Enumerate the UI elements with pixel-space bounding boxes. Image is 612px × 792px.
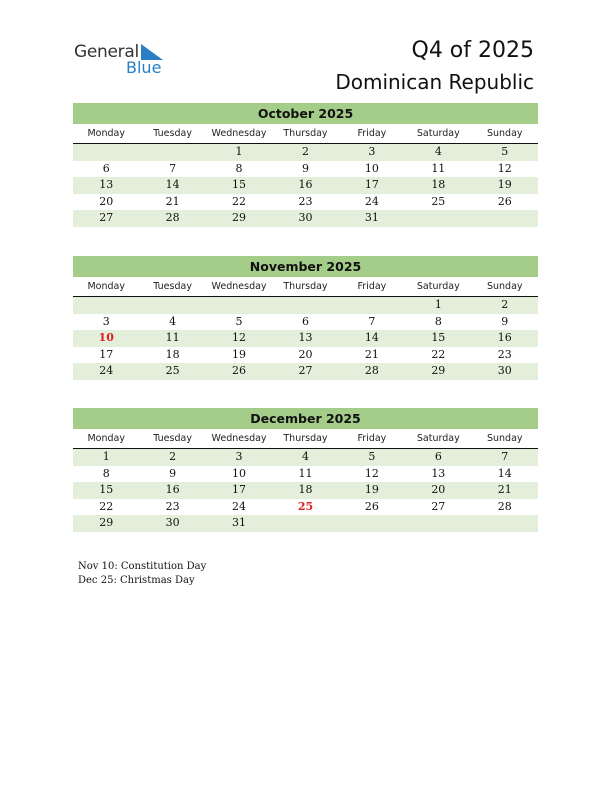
day-cell: 18 — [431, 178, 446, 191]
weekday-label: Sunday — [486, 433, 523, 444]
day-cell: 12 — [364, 466, 379, 480]
day-cell: 29 — [232, 211, 247, 224]
day-cell: 11 — [431, 161, 446, 175]
week-row — [73, 144, 538, 161]
weekday-label: Thursday — [283, 281, 328, 292]
holiday-day-cell: 10 — [98, 331, 114, 344]
day-cell: 3 — [235, 450, 243, 463]
weekday-label: Thursday — [283, 128, 328, 139]
day-cell: 28 — [165, 211, 180, 224]
month-title: November 2025 — [73, 256, 538, 277]
week-row — [73, 482, 538, 499]
day-cell: 5 — [501, 145, 509, 158]
day-cell: 27 — [298, 364, 313, 377]
week-row — [73, 499, 538, 516]
day-cell: 4 — [434, 145, 442, 158]
day-cell: 18 — [298, 483, 313, 496]
day-cell: 30 — [497, 364, 512, 377]
day-cell: 23 — [497, 347, 512, 361]
logo-blue-text: Blue — [126, 58, 162, 77]
day-cell: 18 — [165, 347, 180, 361]
month-title: October 2025 — [73, 103, 538, 124]
day-cell: 7 — [501, 450, 509, 463]
day-cell: 15 — [99, 483, 114, 496]
day-cell: 1 — [102, 450, 110, 463]
day-cell: 14 — [165, 178, 180, 191]
day-cell: 25 — [431, 194, 446, 208]
weekday-label: Tuesday — [153, 128, 192, 139]
weekday-label: Sunday — [486, 128, 523, 139]
day-cell: 9 — [301, 161, 309, 175]
day-cell — [405, 210, 471, 227]
day-cell: 21 — [165, 194, 180, 208]
week-row — [73, 177, 538, 194]
day-cell: 20 — [431, 483, 446, 496]
day-cell: 11 — [165, 331, 180, 344]
weekday-header-row — [73, 279, 538, 297]
day-cell: 3 — [102, 314, 110, 328]
weekday-label: Monday — [87, 433, 125, 444]
month-calendar-october — [73, 103, 538, 227]
day-cell: 26 — [364, 499, 379, 513]
day-cell: 22 — [431, 347, 446, 361]
weekday-label: Tuesday — [153, 433, 192, 444]
day-cell — [139, 297, 205, 314]
day-cell — [339, 515, 405, 532]
month-title: December 2025 — [73, 408, 538, 429]
day-cell: 8 — [434, 314, 442, 328]
weekday-label: Monday — [87, 281, 125, 292]
day-cell: 14 — [497, 466, 512, 480]
day-cell: 24 — [99, 364, 114, 377]
day-cell: 27 — [431, 499, 446, 513]
weekday-label: Friday — [357, 128, 387, 139]
holiday-day-cell: 25 — [297, 499, 314, 513]
week-row — [73, 210, 538, 227]
day-cell: 30 — [298, 211, 313, 224]
week-row — [73, 314, 538, 331]
month-calendar-december — [73, 408, 538, 532]
day-cell: 16 — [298, 178, 313, 191]
day-cell: 12 — [497, 161, 512, 175]
weekday-label: Saturday — [416, 128, 460, 139]
weekday-label: Sunday — [486, 281, 523, 292]
day-cell: 2 — [169, 450, 177, 463]
day-cell: 7 — [169, 161, 177, 175]
day-cell: 13 — [99, 178, 114, 191]
day-cell: 24 — [232, 499, 247, 513]
day-cell: 25 — [165, 364, 180, 377]
day-cell: 21 — [364, 347, 379, 361]
day-cell: 23 — [298, 194, 313, 208]
day-cell: 5 — [368, 450, 376, 463]
day-cell: 10 — [232, 466, 247, 480]
day-cell: 13 — [431, 466, 446, 480]
day-cell: 26 — [497, 194, 512, 208]
day-cell: 23 — [165, 499, 180, 513]
day-cell: 20 — [298, 347, 313, 361]
day-cell — [472, 515, 538, 532]
day-cell: 28 — [364, 364, 379, 377]
day-cell: 30 — [165, 516, 180, 529]
day-cell: 31 — [364, 211, 379, 224]
weekday-header-row — [73, 126, 538, 144]
day-cell — [206, 297, 272, 314]
day-cell: 17 — [364, 178, 379, 191]
week-row — [73, 466, 538, 483]
day-cell: 19 — [497, 178, 512, 191]
month-calendar-november — [73, 256, 538, 380]
day-cell: 20 — [99, 194, 114, 208]
week-row — [73, 297, 538, 314]
day-cell: 8 — [102, 466, 110, 480]
weekday-label: Saturday — [416, 433, 460, 444]
day-cell: 10 — [364, 161, 379, 175]
week-row — [73, 347, 538, 364]
day-cell: 7 — [368, 314, 376, 328]
day-cell: 17 — [232, 483, 247, 496]
weekday-label: Tuesday — [153, 281, 192, 292]
day-cell: 1 — [434, 298, 442, 311]
day-cell — [339, 297, 405, 314]
day-cell: 19 — [232, 347, 247, 361]
week-row — [73, 194, 538, 211]
day-cell: 8 — [235, 161, 243, 175]
day-cell: 9 — [501, 314, 509, 328]
day-cell: 4 — [169, 314, 177, 328]
day-cell: 22 — [99, 499, 114, 513]
day-cell: 6 — [102, 161, 110, 175]
weekday-label: Friday — [357, 281, 387, 292]
day-cell: 4 — [301, 450, 309, 463]
day-cell — [73, 297, 139, 314]
day-cell — [73, 144, 139, 161]
weekday-label: Thursday — [283, 433, 328, 444]
day-cell: 5 — [235, 314, 243, 328]
day-cell: 16 — [497, 331, 512, 344]
logo — [74, 42, 174, 78]
weekday-label: Saturday — [416, 281, 460, 292]
day-cell: 27 — [99, 211, 114, 224]
day-cell: 24 — [364, 194, 379, 208]
day-cell: 14 — [364, 331, 379, 344]
day-cell — [405, 515, 471, 532]
day-cell: 17 — [99, 347, 114, 361]
day-cell — [272, 515, 338, 532]
day-cell: 22 — [232, 194, 247, 208]
day-cell: 13 — [298, 331, 313, 344]
day-cell: 3 — [368, 145, 376, 158]
day-cell — [272, 297, 338, 314]
weekday-label: Monday — [87, 128, 125, 139]
day-cell: 11 — [298, 466, 313, 480]
day-cell: 15 — [232, 178, 247, 191]
day-cell: 15 — [431, 331, 446, 344]
day-cell: 21 — [497, 483, 512, 496]
day-cell: 6 — [434, 450, 442, 463]
day-cell: 12 — [232, 331, 247, 344]
day-cell: 28 — [497, 499, 512, 513]
day-cell — [139, 144, 205, 161]
holiday-notes — [78, 560, 206, 587]
day-cell: 1 — [235, 145, 243, 158]
logo-general-text: General — [74, 42, 139, 62]
day-cell: 16 — [165, 483, 180, 496]
day-cell: 19 — [364, 483, 379, 496]
day-cell — [472, 210, 538, 227]
weekday-header-row — [73, 431, 538, 449]
day-cell: 2 — [301, 145, 309, 158]
week-row — [73, 363, 538, 380]
weekday-label: Friday — [357, 433, 387, 444]
day-cell: 26 — [232, 364, 247, 377]
week-row — [73, 449, 538, 466]
week-row — [73, 515, 538, 532]
day-cell: 29 — [431, 364, 446, 377]
holiday-note: Dec 25: Christmas Day — [78, 574, 195, 586]
day-cell: 29 — [99, 516, 114, 529]
weekday-label: Wednesday — [211, 128, 267, 139]
week-row — [73, 161, 538, 178]
day-cell: 6 — [301, 314, 309, 328]
day-cell: 31 — [232, 516, 247, 529]
day-cell: 2 — [501, 298, 509, 311]
day-cell: 9 — [169, 466, 177, 480]
weekday-label: Wednesday — [211, 433, 267, 444]
week-row — [73, 330, 538, 347]
page-subtitle: Dominican Republic — [335, 70, 534, 94]
holiday-note: Nov 10: Constitution Day — [78, 561, 207, 572]
page-title: Q4 of 2025 — [411, 38, 534, 63]
weekday-label: Wednesday — [211, 281, 267, 292]
